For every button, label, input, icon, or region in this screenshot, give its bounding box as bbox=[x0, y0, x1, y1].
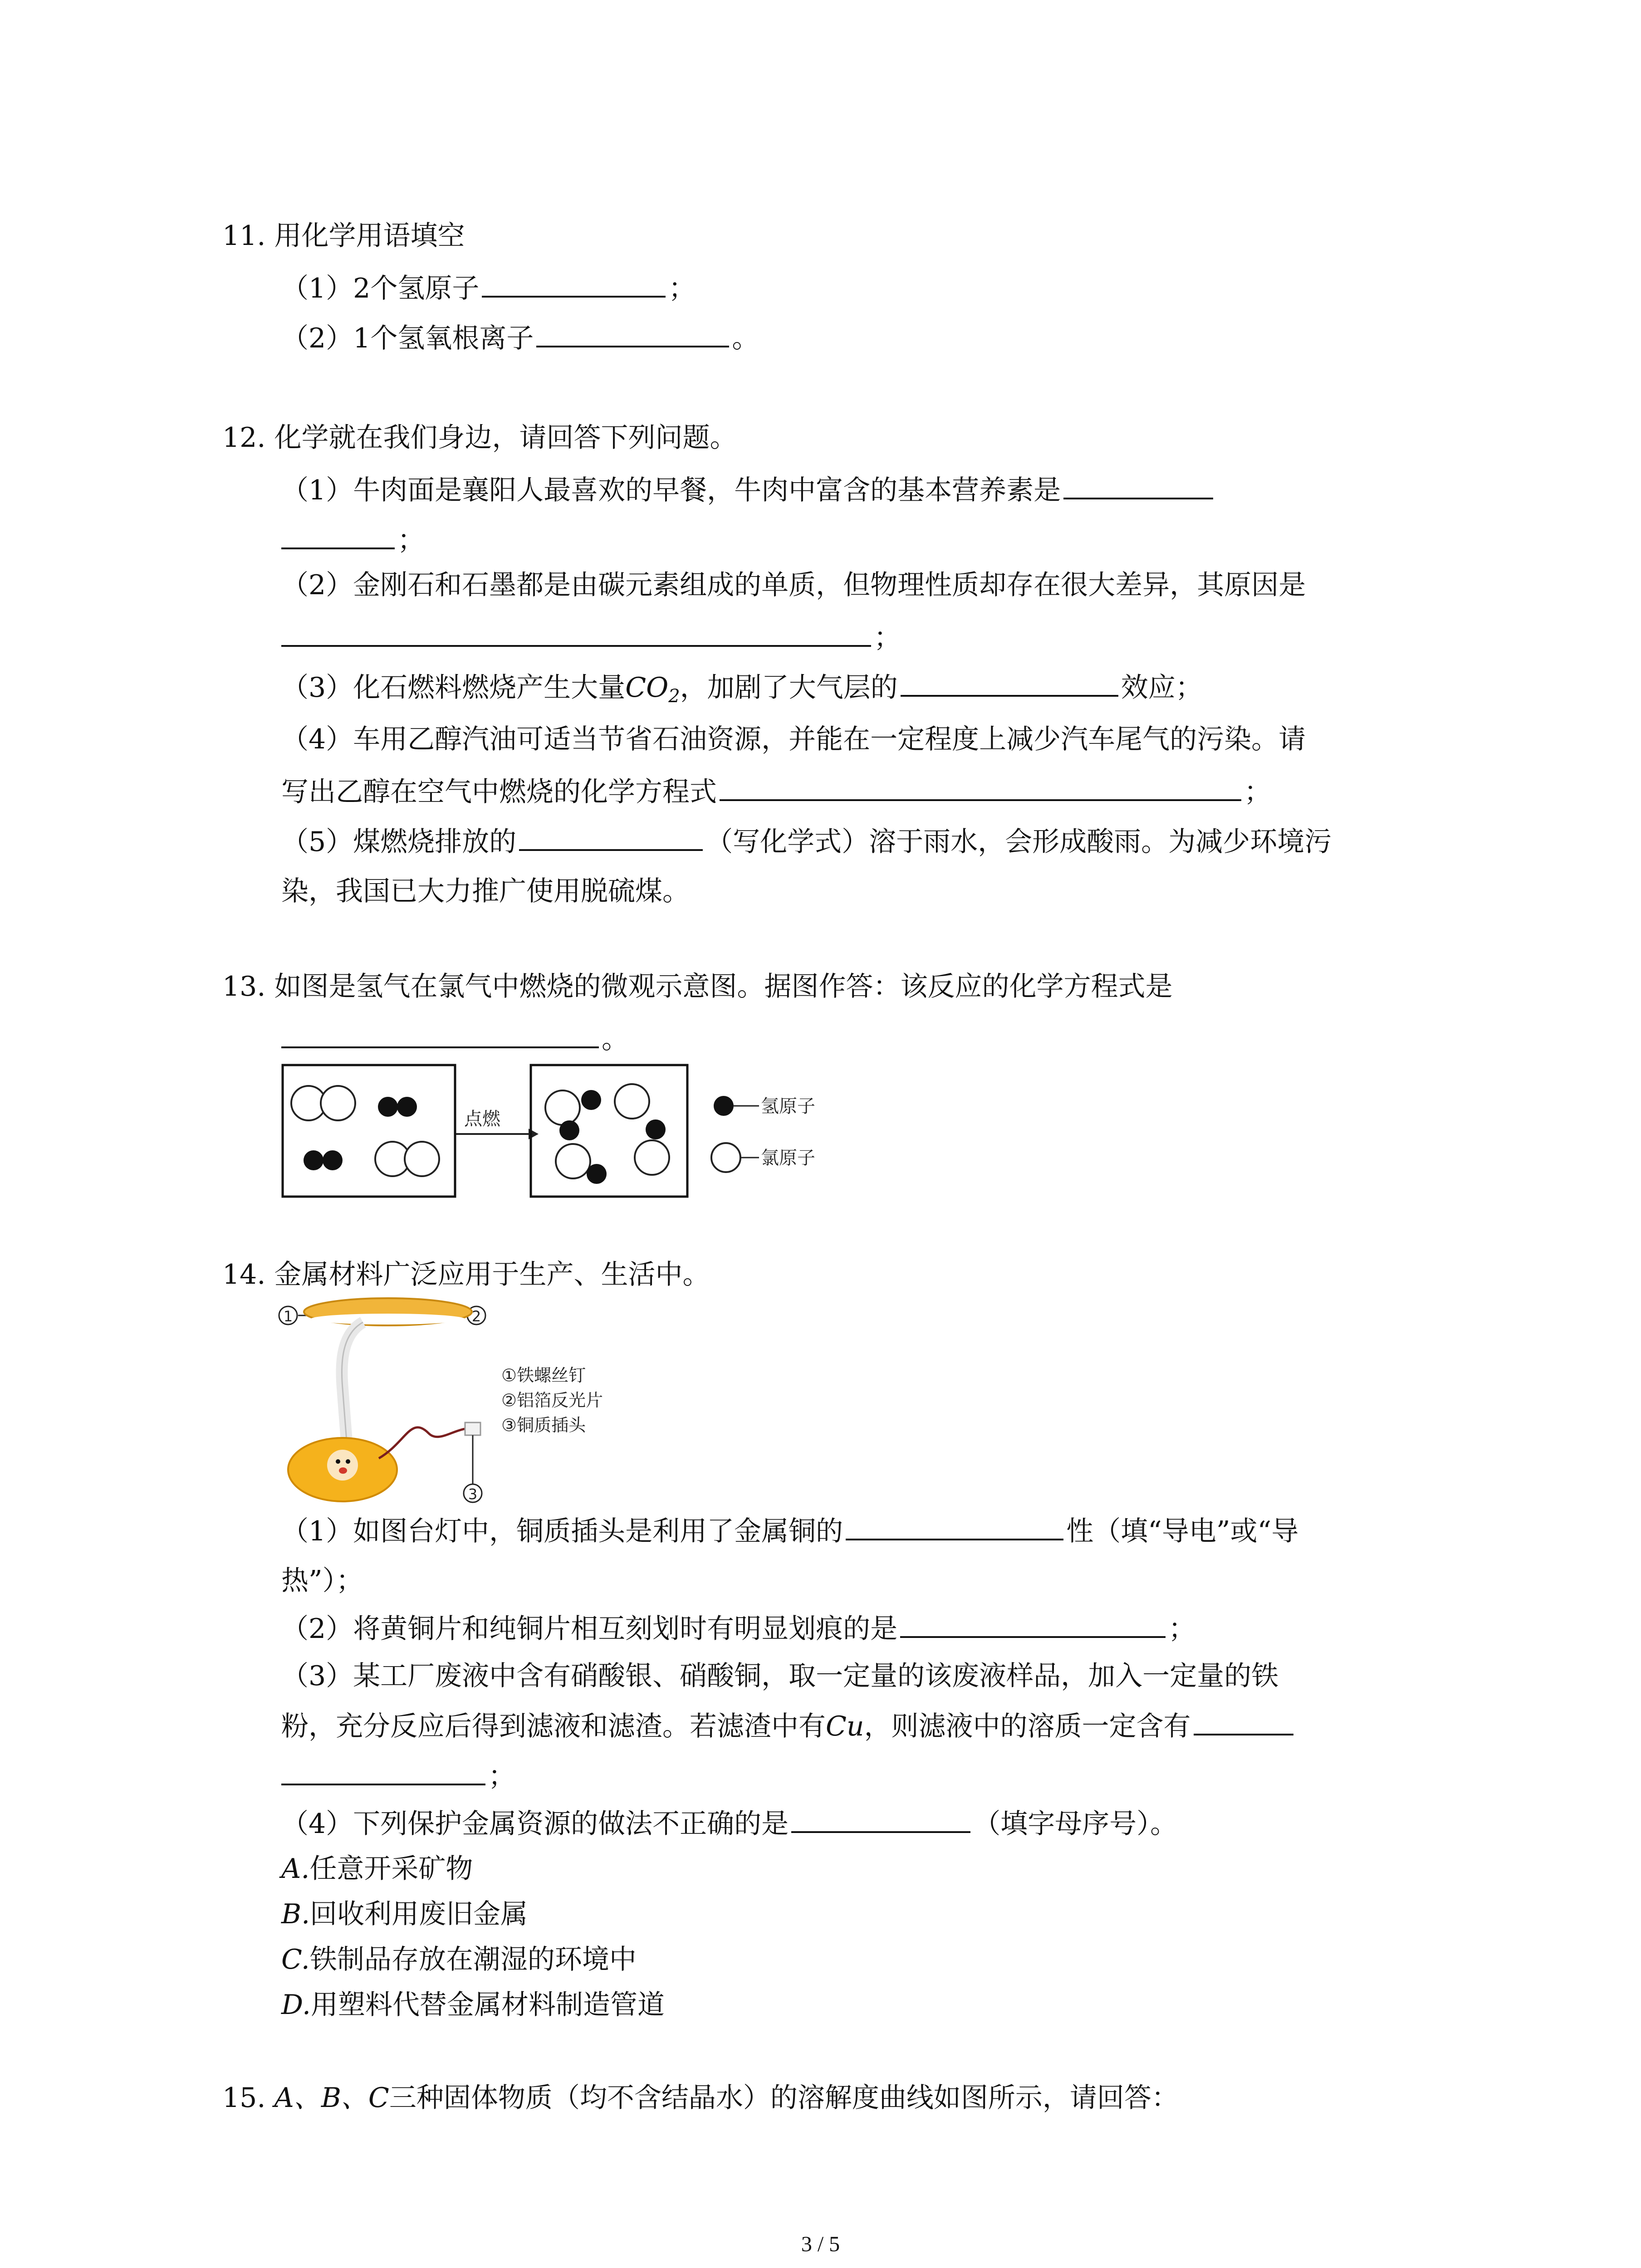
q15-stem: 15. A、B、C三种固体物质（均不含结晶水）的溶解度曲线如图所示，请回答： bbox=[222, 2082, 1179, 2114]
q12-part2-cont: ； bbox=[281, 617, 901, 658]
q12-part5-cont: 染，我国已大力推广使用脱硫煤。 bbox=[281, 875, 690, 907]
q14-part3: （3）某工厂废液中含有硝酸银、硝酸铜，取一定量的该废液样品，加入一定量的铁 bbox=[281, 1660, 1279, 1692]
lamp-base-face bbox=[327, 1450, 358, 1481]
answer-blank[interactable] bbox=[281, 1755, 485, 1785]
answer-blank[interactable] bbox=[900, 1608, 1166, 1638]
q12-part5: （5）煤燃烧排放的 （写化学式）溶于雨水，会形成酸雨。为减少环境污 bbox=[281, 821, 1332, 862]
hydrogen-molecule bbox=[378, 1097, 417, 1117]
q12-part1: （1）牛肉面是襄阳人最喜欢的早餐，牛肉中富含的基本营养素是 bbox=[281, 469, 1216, 511]
page-number: 3 / 5 bbox=[801, 2232, 840, 2256]
answer-blank[interactable] bbox=[482, 268, 666, 298]
legend-chlorine-label: 氯原子 bbox=[761, 1148, 815, 1168]
hcl-molecule bbox=[587, 1164, 607, 1184]
label-copper-plug: ③铜质插头 bbox=[501, 1415, 586, 1435]
answer-blank[interactable] bbox=[281, 617, 871, 647]
answer-blank[interactable] bbox=[281, 1018, 599, 1048]
q14-option-b[interactable]: B.回收利用废旧金属 bbox=[281, 1898, 528, 1930]
label-iron-screw: ①铁螺丝钉 bbox=[501, 1365, 586, 1385]
hydrogen-atom-legend-icon bbox=[714, 1096, 734, 1116]
chlorine-atom-legend-icon bbox=[711, 1143, 740, 1172]
chlorine-molecule bbox=[375, 1142, 439, 1176]
marker-2-digit: 2 bbox=[471, 1308, 481, 1325]
answer-blank[interactable] bbox=[519, 821, 703, 851]
reactants-box bbox=[283, 1065, 455, 1197]
desk-lamp-figure bbox=[274, 1297, 637, 1506]
q12-part3: （3）化石燃料燃烧产生大量$CO_2$，加剧了大气层的 效应； bbox=[281, 667, 1203, 717]
answer-blank[interactable] bbox=[1194, 1706, 1293, 1735]
face-nose bbox=[339, 1467, 347, 1474]
q12-part4: （4）车用乙醇汽油可适当节省石油资源，并能在一定程度上减少汽车尾气的污染。请 bbox=[281, 723, 1306, 755]
hcl-molecule bbox=[545, 1090, 601, 1125]
q14-part1-cont: 热”）； bbox=[281, 1565, 363, 1597]
answer-blank[interactable] bbox=[720, 771, 1241, 801]
answer-blank[interactable] bbox=[846, 1510, 1063, 1540]
marker-3-digit: 3 bbox=[468, 1486, 478, 1503]
copper-plug bbox=[465, 1422, 480, 1435]
q11-stem: 11. 用化学用语填空 bbox=[222, 220, 465, 252]
q12-part2: （2）金刚石和石墨都是由碳元素组成的单质，但物理性质却存在很大差异，其原因是 bbox=[281, 569, 1306, 601]
hcl-molecule bbox=[635, 1119, 669, 1175]
q12-part4-cont: 写出乙醇在空气中燃烧的化学方程式 ； bbox=[281, 771, 1271, 812]
legend-hydrogen-label: 氢原子 bbox=[761, 1096, 815, 1117]
q14-option-c[interactable]: C.铁制品存放在潮湿的环境中 bbox=[281, 1944, 637, 1975]
hcl-molecule bbox=[556, 1120, 590, 1178]
power-cord bbox=[379, 1427, 465, 1458]
chlorine-molecule bbox=[291, 1086, 355, 1120]
face-eye bbox=[346, 1459, 350, 1464]
q11-part1: （1）2个氢原子 ； bbox=[281, 268, 696, 309]
face-eye bbox=[336, 1459, 340, 1464]
q14-part1: （1）如图台灯中，铜质插头是利用了金属铜的 性（填“导电”或“导 bbox=[281, 1510, 1298, 1552]
hydrogen-molecule bbox=[304, 1150, 343, 1170]
q11-part2: （2）1个氢氧根离子 。 bbox=[281, 318, 759, 359]
label-aluminum-foil: ②铝箔反光片 bbox=[501, 1390, 603, 1410]
q14-part3-cont2: ； bbox=[281, 1755, 515, 1797]
q14-part4: （4）下列保护金属资源的做法不正确的是 （填字母序号）。 bbox=[281, 1803, 1177, 1844]
q13-stem: 13. 如图是氢气在氯气中燃烧的微观示意图。据图作答：该反应的化学方程式是 bbox=[222, 971, 1173, 1002]
answer-blank[interactable] bbox=[536, 318, 729, 347]
aluminum-reflector bbox=[311, 1314, 465, 1325]
answer-blank[interactable] bbox=[791, 1803, 970, 1833]
hcl-molecule bbox=[615, 1084, 649, 1119]
q14-option-a[interactable]: A.任意开采矿物 bbox=[281, 1853, 473, 1885]
q14-part2: （2）将黄铜片和纯铜片相互刻划时有明显划痕的是 ； bbox=[281, 1608, 1195, 1649]
arrow-label: 点燃 bbox=[464, 1109, 500, 1129]
q14-option-d[interactable]: D.用塑料代替金属材料制造管道 bbox=[281, 1989, 665, 2021]
q12-part1-cont: ； bbox=[281, 519, 425, 561]
q14-stem: 14. 金属材料广泛应用于生产、生活中。 bbox=[222, 1259, 710, 1290]
answer-blank[interactable] bbox=[281, 519, 395, 549]
marker-1-digit: 1 bbox=[283, 1308, 293, 1325]
q14-part3-cont: 粉，充分反应后得到滤液和滤渣。若滤渣中有Cu，则滤液中的溶质一定含有 bbox=[281, 1706, 1296, 1747]
hydrogen-chlorine-reaction-diagram bbox=[279, 1061, 878, 1202]
q12-stem: 12. 化学就在我们身边，请回答下列问题。 bbox=[222, 422, 737, 454]
answer-blank[interactable] bbox=[901, 667, 1118, 697]
q13-answer-line: 。 bbox=[281, 1018, 629, 1060]
answer-blank[interactable] bbox=[1063, 469, 1213, 499]
